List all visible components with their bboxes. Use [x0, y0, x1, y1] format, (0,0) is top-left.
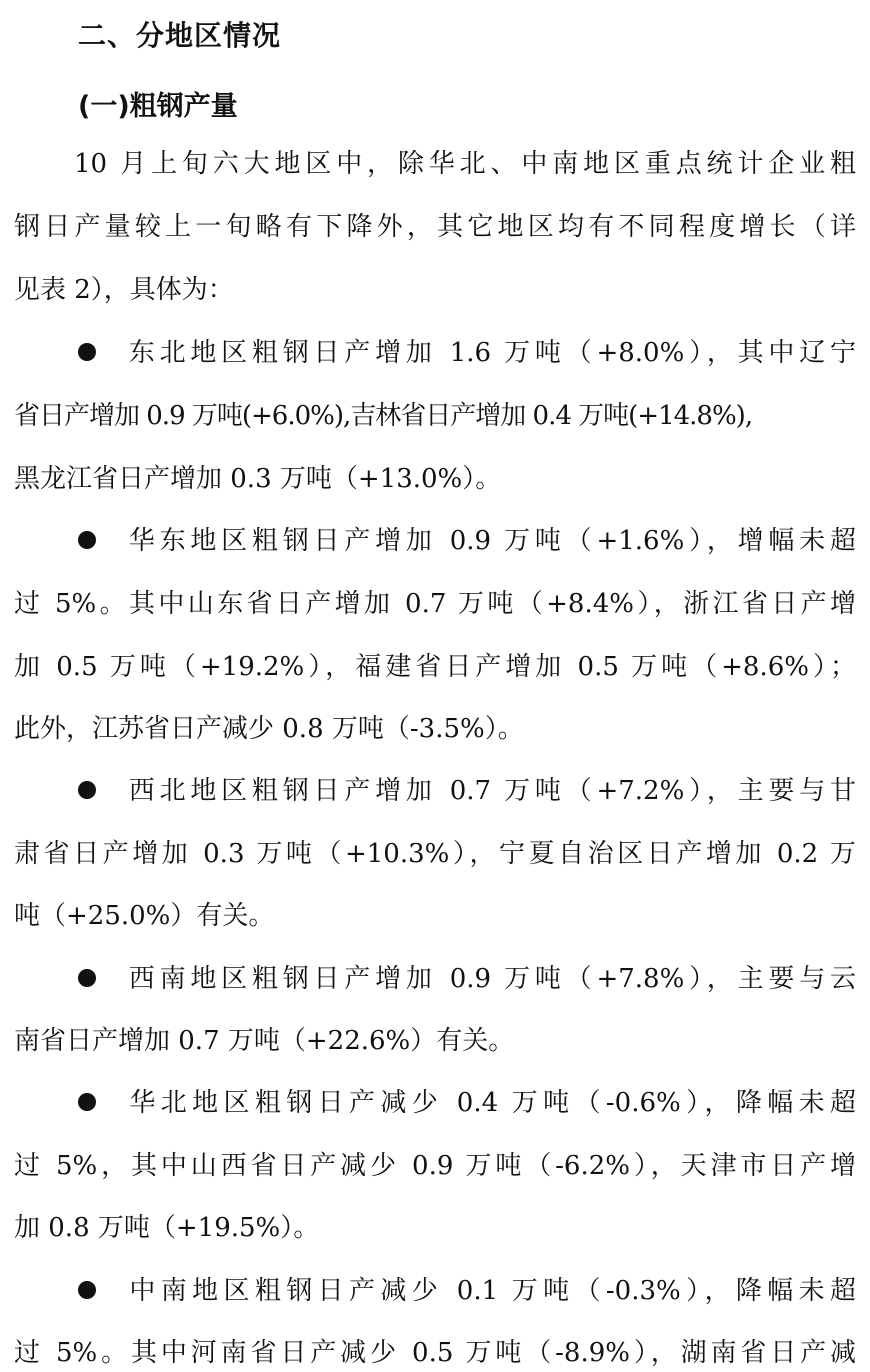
bullet-central-south-line-2: 过 5%。其中河南省日产减少 0.5 万吨（-8.9%），湖南省日产减 [14, 1338, 856, 1368]
bullet-dot-icon [78, 781, 96, 799]
intro-line-3: 见表 2），具体为： [14, 275, 234, 305]
bullet-east-line-1: 华东地区粗钢日产增加 0.9 万吨（+1.6%），增幅未超 [74, 525, 856, 557]
bullet-north-line-3: 加 0.8 万吨（+19.5%）。 [14, 1213, 320, 1243]
bullet-northeast-line-3: 黑龙江省日产增加 0.3 万吨（+13.0%）。 [14, 464, 502, 494]
bullet-east-line-3: 加 0.5 万吨（+19.2%），福建省日产增加 0.5 万吨（+8.6%）； [14, 652, 856, 682]
intro-line-2: 钢日产量较上一旬略有下降外，其它地区均有不同程度增长（详 [14, 212, 856, 242]
bullet-north-line-1: 华北地区粗钢日产减少 0.4 万吨（-0.6%），降幅未超 [74, 1087, 856, 1119]
bullet-north-line-2: 过 5%，其中山西省日产减少 0.9 万吨（-6.2%），天津市日产增 [14, 1151, 856, 1181]
bullet-dot-icon [78, 343, 96, 361]
section-heading: 二、分地区情况 [78, 19, 282, 52]
bullet-northeast-line-2: 省日产增加 0.9 万吨(+6.0%),吉林省日产增加 0.4 万吨(+14.8%), [14, 401, 753, 431]
bullet-northwest-line-2: 肃省日产增加 0.3 万吨（+10.3%），宁夏自治区日产增加 0.2 万 [14, 839, 856, 869]
bullet-dot-icon [78, 531, 96, 549]
bullet-central-south-line-1: 中南地区粗钢日产减少 0.1 万吨（-0.3%），降幅未超 [74, 1275, 856, 1307]
bullet-northeast-line-1: 东北地区粗钢日产增加 1.6 万吨（+8.0%），其中辽宁 [74, 337, 856, 369]
bullet-dot-icon [78, 969, 96, 987]
bullet-east-line-4: 此外，江苏省日产减少 0.8 万吨（-3.5%）。 [14, 714, 524, 744]
bullet-northwest-line-3: 吨（+25.0%）有关。 [14, 901, 275, 931]
bullet-northwest-line-1: 西北地区粗钢日产增加 0.7 万吨（+7.2%），主要与甘 [74, 775, 856, 807]
bullet-southwest-line-2: 南省日产增加 0.7 万吨（+22.6%）有关。 [14, 1026, 515, 1056]
intro-line-1: 10 月上旬六大地区中，除华北、中南地区重点统计企业粗 [74, 149, 856, 179]
bullet-east-line-2: 过 5%。其中山东省日产增加 0.7 万吨（+8.4%），浙江省日产增 [14, 589, 856, 619]
bullet-dot-icon [78, 1093, 96, 1111]
subsection-heading: (一)粗钢产量 [78, 91, 238, 122]
bullet-southwest-line-1: 西南地区粗钢日产增加 0.9 万吨（+7.8%），主要与云 [74, 963, 856, 995]
bullet-dot-icon [78, 1281, 96, 1299]
